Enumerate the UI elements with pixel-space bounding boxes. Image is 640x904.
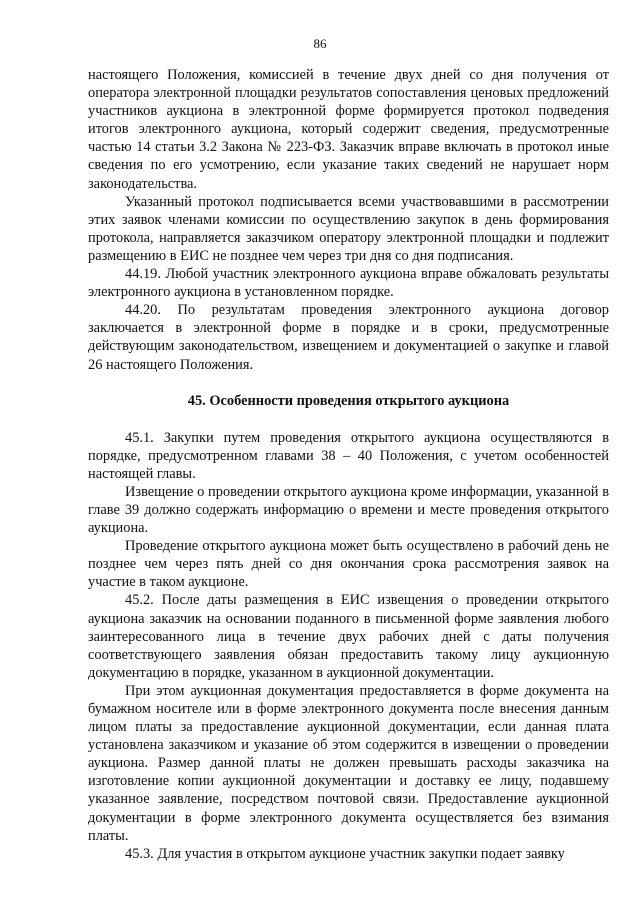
paragraph-continuation: настоящего Положения, комиссией в течение двух дней со дня получения от оператора электронной площадки результатов сопоставления ценовых предложений участников аукциона в электронной форме формируется протокол подведения итогов электронного аукциона, который содержит сведения, предусмотренные частью 14 статьи 3.2 Закона № 223-ФЗ. Заказчик вправе включать в протокол иные сведения по его усмотрению, если указание таких сведений не нарушает норм законодательства. bbox=[88, 67, 609, 192]
section-title: 45. Особенности проведения открытого аукциона bbox=[187, 392, 510, 409]
paragraph-documentation-fee: При этом аукционная документация предоставляется в форме документа на бумажном носителе или в форме электронного документа после внесения данным лицом платы за предоставление аукционной документации, если данная плата установлена заказчиком и указание об этом содержится в извещении о проведении аукциона. Размер данной платы не должен превышать расходы заказчика на изготовление копии аукционной документации и доставку ее лицу, подавшему указанное заявление, посредством почтовой связи. Предоставление аукционной документации в форме электронного документа осуществляется без взимания платы. bbox=[88, 682, 609, 844]
paragraph-44-20: 44.20. По результатам проведения электронного аукциона договор заключается в электронной форме в порядке и в сроки, предусмотренные действующим законодательством, извещением и документацией о закупке и главой 26 настоящего Положения. bbox=[88, 302, 609, 373]
page-number: 86 bbox=[313, 36, 327, 51]
paragraph-45-3: 45.3. Для участия в открытом аукционе участник закупки подает заявку bbox=[125, 845, 565, 862]
paragraph-45-2: 45.2. После даты размещения в ЕИС извещения о проведении открытого аукциона заказчик на основании поданного в письменной форме заявления любого заинтересованного лица в течение двух рабочих дней с даты получения соответствующего заявления обязан предоставить такому лицу аукционную документацию в порядке, указанном в аукционной документации. bbox=[88, 592, 609, 681]
paragraph-notice-content: Извещение о проведении открытого аукциона кроме информации, указанной в главе 39 должно содержать информацию о времени и месте проведения открытого аукциона. bbox=[88, 483, 609, 537]
document-body bbox=[88, 66, 609, 863]
paragraph-auction-timing: Проведение открытого аукциона может быть осуществлено в рабочий день не позднее чем через пять дней со дня окончания срока рассмотрения заявок на участие в таком аукционе. bbox=[88, 538, 609, 591]
paragraph-protocol-signing: Указанный протокол подписывается всеми участвовавшими в рассмотрении этих заявок членами комиссии по осуществлению закупок в день формирования протокола, направляется заказчиком оператору электронной площадки и подлежит размещению в ЕИС не позднее чем через три дня со дня подписания. bbox=[88, 193, 609, 264]
paragraph-45-1: 45.1. Закупки путем проведения открытого аукциона осуществляются в порядке, предусмотренном главами 38 – 40 Положения, с учетом особенностей настоящей главы. bbox=[88, 429, 609, 482]
paragraph-44-19: 44.19. Любой участник электронного аукциона вправе обжаловать результаты электронного аукциона в установленном порядке. bbox=[88, 266, 609, 301]
